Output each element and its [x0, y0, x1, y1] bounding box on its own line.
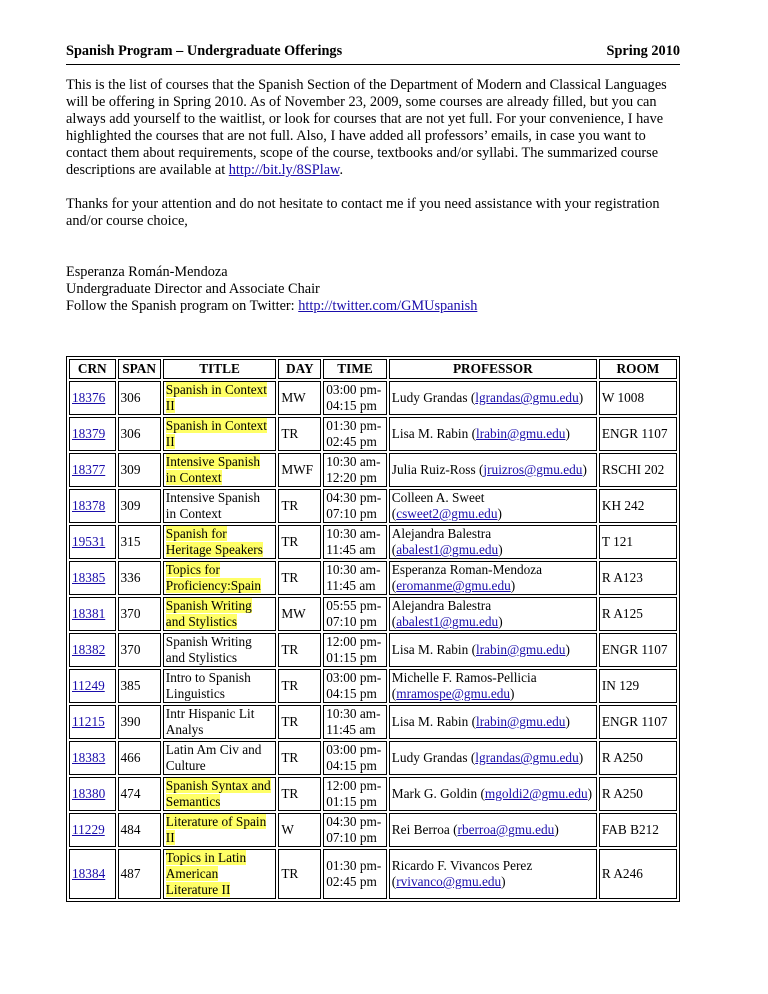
crn-link[interactable]: 18383 [72, 750, 106, 765]
header-title-col: TITLE [163, 359, 277, 379]
document-header [66, 42, 680, 65]
day-cell: TR [278, 633, 321, 667]
span-cell: 474 [118, 777, 161, 811]
time-end: 07:10 pm [326, 506, 377, 521]
day-cell: TR [278, 849, 321, 899]
title-cell [163, 597, 277, 631]
time-end: 12:20 pm [326, 470, 377, 485]
table-row [69, 669, 677, 703]
crn-cell [69, 525, 116, 559]
course-title: Intensive Spanish in Context [165, 490, 260, 521]
professor-email-link[interactable]: rberroa@gmu.edu [457, 822, 555, 837]
span-cell: 466 [118, 741, 161, 775]
crn-cell [69, 669, 116, 703]
room-cell: R A246 [599, 849, 677, 899]
time-cell [323, 381, 387, 415]
course-title: Topics in Latin American Literature II [165, 850, 247, 897]
crn-cell [69, 813, 116, 847]
time-end: 04:15 pm [326, 398, 377, 413]
professor-email-link[interactable]: abalest1@gmu.edu [396, 542, 499, 557]
room-cell: KH 242 [599, 489, 677, 523]
time-end: 04:15 pm [326, 686, 377, 701]
professor-cell: Ricardo F. Vivancos Perez (rvivanco@gmu.edu) [389, 849, 597, 899]
header-day: DAY [278, 359, 321, 379]
table-row [69, 597, 677, 631]
day-cell: TR [278, 741, 321, 775]
day-cell: TR [278, 777, 321, 811]
room-cell: R A123 [599, 561, 677, 595]
time-start: 01:30 pm- [326, 418, 382, 433]
room-cell: T 121 [599, 525, 677, 559]
span-cell: 370 [118, 633, 161, 667]
title-cell [163, 705, 277, 739]
table-row [69, 453, 677, 487]
time-cell [323, 489, 387, 523]
header-title: Spanish Program – Undergraduate Offerings [66, 43, 343, 59]
crn-link[interactable]: 18384 [72, 866, 106, 881]
table-row [69, 741, 677, 775]
title-cell [163, 417, 277, 451]
professor-cell: Lisa M. Rabin (lrabin@gmu.edu) [389, 417, 597, 451]
professor-name: Michelle F. Ramos-Pellicia [391, 670, 537, 685]
time-start: 03:00 pm- [326, 670, 382, 685]
room-cell: R A250 [599, 777, 677, 811]
professor-email-link[interactable]: abalest1@gmu.edu [396, 614, 499, 629]
crn-cell [69, 633, 116, 667]
professor-name: Lisa M. Rabin [391, 714, 469, 729]
professor-email-link[interactable]: mgoldi2@gmu.edu [484, 786, 588, 801]
time-cell [323, 741, 387, 775]
crn-link[interactable]: 18385 [72, 570, 106, 585]
crn-cell [69, 849, 116, 899]
professor-name: Colleen A. Sweet [391, 490, 485, 505]
crn-link[interactable]: 18378 [72, 498, 106, 513]
table-row [69, 381, 677, 415]
span-cell: 390 [118, 705, 161, 739]
time-cell [323, 417, 387, 451]
professor-cell: Ludy Grandas (lgrandas@gmu.edu) [389, 381, 597, 415]
course-title: Spanish in Context II [165, 382, 268, 413]
professor-email-link[interactable]: rvivanco@gmu.edu [396, 874, 502, 889]
table-row [69, 489, 677, 523]
professor-name: Ludy Grandas [391, 390, 468, 405]
room-cell: RSCHI 202 [599, 453, 677, 487]
span-cell: 309 [118, 453, 161, 487]
intro-end: . [339, 162, 344, 178]
span-cell: 336 [118, 561, 161, 595]
room-cell: W 1008 [599, 381, 677, 415]
signature-title: Undergraduate Director and Associate Chair [66, 281, 320, 297]
title-cell [163, 813, 277, 847]
title-cell [163, 849, 277, 899]
span-cell: 370 [118, 597, 161, 631]
professor-name: Ludy Grandas [391, 750, 468, 765]
time-cell [323, 453, 387, 487]
follow-text: Follow the Spanish program on Twitter: [66, 298, 299, 314]
crn-cell [69, 777, 116, 811]
day-cell: MW [278, 381, 321, 415]
title-cell [163, 525, 277, 559]
crn-link[interactable]: 18380 [72, 786, 106, 801]
intro-section [66, 77, 680, 315]
signature-follow [66, 298, 680, 315]
time-end: 11:45 am [326, 722, 376, 737]
professor-name: Esperanza Roman-Mendoza [391, 562, 543, 577]
professor-email-link[interactable]: eromanme@gmu.edu [396, 578, 511, 593]
professor-name: Rei Berroa [391, 822, 450, 837]
time-start: 12:00 pm- [326, 778, 382, 793]
time-cell [323, 849, 387, 899]
professor-email-link[interactable]: lrabin@gmu.edu [476, 642, 566, 657]
title-cell [163, 669, 277, 703]
time-start: 05:55 pm- [326, 598, 382, 613]
signature-name: Esperanza Román-Mendoza [66, 264, 228, 280]
course-table [66, 356, 680, 902]
time-start: 03:00 pm- [326, 742, 382, 757]
crn-cell [69, 453, 116, 487]
day-cell: MWF [278, 453, 321, 487]
crn-link[interactable]: 18381 [72, 606, 106, 621]
course-title: Topics for Proficiency:Spain [165, 562, 262, 593]
professor-name: Mark G. Goldin [391, 786, 478, 801]
day-cell: W [278, 813, 321, 847]
time-end: 04:15 pm [326, 758, 377, 773]
intro-paragraph [66, 77, 680, 179]
professor-email-link[interactable]: mramospe@gmu.edu [396, 686, 511, 701]
professor-name: Julia Ruiz-Ross [391, 462, 476, 477]
course-title: Intr Hispanic Lit Analys [165, 706, 255, 737]
professor-cell: Colleen A. Sweet (csweet2@gmu.edu) [389, 489, 597, 523]
table-row [69, 525, 677, 559]
course-title: Spanish for Heritage Speakers [165, 526, 263, 557]
thanks-paragraph: Thanks for your attention and do not hesitate to contact me if you need assistance with your registration and/or course choice, [66, 196, 660, 229]
room-cell: ENGR 1107 [599, 705, 677, 739]
title-cell [163, 741, 277, 775]
professor-name: Alejandra Balestra [391, 526, 492, 541]
table-row [69, 849, 677, 899]
crn-link[interactable]: 11249 [72, 678, 105, 693]
course-title: Spanish Syntax and Semantics [165, 778, 271, 809]
time-cell [323, 777, 387, 811]
professor-cell: Mark G. Goldin (mgoldi2@gmu.edu) [389, 777, 597, 811]
title-cell [163, 633, 277, 667]
time-end: 01:15 pm [326, 650, 377, 665]
professor-name: Ricardo F. Vivancos Perez [391, 858, 533, 873]
crn-link[interactable]: 11215 [72, 714, 105, 729]
course-title: Intro to Spanish Linguistics [165, 670, 251, 701]
professor-name: Lisa M. Rabin [391, 642, 469, 657]
room-cell: R A250 [599, 741, 677, 775]
crn-link[interactable]: 18377 [72, 462, 106, 477]
crn-link[interactable]: 19531 [72, 534, 106, 549]
header-term: Spring 2010 [606, 43, 680, 59]
room-cell: R A125 [599, 597, 677, 631]
professor-email-link[interactable]: csweet2@gmu.edu [396, 506, 498, 521]
header-room: ROOM [599, 359, 677, 379]
time-start: 12:00 pm- [326, 634, 382, 649]
table-row [69, 633, 677, 667]
professor-cell: Alejandra Balestra (abalest1@gmu.edu) [389, 525, 597, 559]
time-start: 04:30 pm- [326, 490, 382, 505]
time-end: 11:45 am [326, 578, 376, 593]
time-cell [323, 633, 387, 667]
time-cell [323, 705, 387, 739]
table-row [69, 813, 677, 847]
course-title: Spanish Writing and Stylistics [165, 598, 252, 629]
professor-email-link[interactable]: lrabin@gmu.edu [476, 714, 566, 729]
professor-cell: Esperanza Roman-Mendoza (eromanme@gmu.edu) [389, 561, 597, 595]
time-start: 01:30 pm- [326, 858, 382, 873]
time-end: 07:10 pm [326, 614, 377, 629]
course-title: Intensive Spanish in Context [165, 454, 260, 485]
room-cell: IN 129 [599, 669, 677, 703]
course-rows [69, 381, 677, 899]
span-cell: 306 [118, 417, 161, 451]
day-cell: TR [278, 417, 321, 451]
span-cell: 484 [118, 813, 161, 847]
span-cell: 487 [118, 849, 161, 899]
table-row [69, 705, 677, 739]
twitter-link[interactable]: http://twitter.com/GMUspanish [298, 298, 478, 314]
document-page [66, 42, 680, 897]
title-cell [163, 777, 277, 811]
crn-link[interactable]: 18382 [72, 642, 106, 657]
crn-cell [69, 741, 116, 775]
time-end: 02:45 pm [326, 434, 377, 449]
time-start: 04:30 pm- [326, 814, 382, 829]
crn-link[interactable]: 18379 [72, 426, 106, 441]
professor-cell: Rei Berroa (rberroa@gmu.edu) [389, 813, 597, 847]
intro-text: This is the list of courses that the Spanish Section of the Department of Modern and Classical Languages will be offering in Spring 2010. As of November 23, 2009, some courses are already filled, but you can always add yourself to the waitlist, or look for courses that are not yet full. For your convenience, I have highlighted the courses that are not full. Also, I have added all professors’ emails, in case you want to contact them about requirements, scope of the course, textbooks and/or syllabi. The summarized course descriptions are available at [66, 77, 667, 178]
professor-cell: Ludy Grandas (lgrandas@gmu.edu) [389, 741, 597, 775]
room-cell: ENGR 1107 [599, 417, 677, 451]
time-start: 03:00 pm- [326, 382, 382, 397]
time-cell [323, 525, 387, 559]
time-end: 01:15 pm [326, 794, 377, 809]
time-cell [323, 813, 387, 847]
course-title: Literature of Spain II [165, 814, 267, 845]
professor-cell: Michelle F. Ramos-Pellicia (mramospe@gmu.edu) [389, 669, 597, 703]
crn-link[interactable]: 18376 [72, 390, 106, 405]
course-title: Spanish in Context II [165, 418, 268, 449]
professor-cell: Alejandra Balestra (abalest1@gmu.edu) [389, 597, 597, 631]
span-cell: 315 [118, 525, 161, 559]
day-cell: TR [278, 525, 321, 559]
title-cell [163, 489, 277, 523]
crn-cell [69, 705, 116, 739]
span-cell: 306 [118, 381, 161, 415]
course-title: Spanish Writing and Stylistics [165, 634, 252, 665]
title-cell [163, 381, 277, 415]
crn-cell [69, 561, 116, 595]
header-span: SPAN [118, 359, 161, 379]
crn-link[interactable]: 11229 [72, 822, 105, 837]
day-cell: TR [278, 705, 321, 739]
professor-email-link[interactable]: jruizros@gmu.edu [483, 462, 583, 477]
professor-cell: Lisa M. Rabin (lrabin@gmu.edu) [389, 633, 597, 667]
day-cell: TR [278, 489, 321, 523]
table-row [69, 777, 677, 811]
time-start: 10:30 am- [326, 526, 381, 541]
room-cell: FAB B212 [599, 813, 677, 847]
table-row [69, 417, 677, 451]
day-cell: MW [278, 597, 321, 631]
table-row [69, 561, 677, 595]
header-time: TIME [323, 359, 387, 379]
title-cell [163, 453, 277, 487]
room-cell: ENGR 1107 [599, 633, 677, 667]
professor-cell: Lisa M. Rabin (lrabin@gmu.edu) [389, 705, 597, 739]
time-end: 07:10 pm [326, 830, 377, 845]
time-cell [323, 597, 387, 631]
professor-email-link[interactable]: lrabin@gmu.edu [476, 426, 566, 441]
professor-cell: Julia Ruiz-Ross (jruizros@gmu.edu) [389, 453, 597, 487]
professor-name: Alejandra Balestra [391, 598, 492, 613]
course-descriptions-link[interactable]: http://bit.ly/8SPlaw [228, 162, 340, 178]
crn-cell [69, 417, 116, 451]
table-header-row [69, 359, 677, 379]
crn-cell [69, 381, 116, 415]
professor-email-link[interactable]: lgrandas@gmu.edu [475, 750, 579, 765]
course-title: Latin Am Civ and Culture [165, 742, 262, 773]
time-end: 02:45 pm [326, 874, 377, 889]
header-crn: CRN [69, 359, 116, 379]
time-cell [323, 561, 387, 595]
day-cell: TR [278, 669, 321, 703]
span-cell: 309 [118, 489, 161, 523]
day-cell: TR [278, 561, 321, 595]
professor-email-link[interactable]: lgrandas@gmu.edu [475, 390, 579, 405]
crn-cell [69, 597, 116, 631]
crn-cell [69, 489, 116, 523]
time-start: 10:30 am- [326, 562, 381, 577]
professor-name: Lisa M. Rabin [391, 426, 469, 441]
header-professor: PROFESSOR [389, 359, 597, 379]
title-cell [163, 561, 277, 595]
time-end: 11:45 am [326, 542, 376, 557]
time-start: 10:30 am- [326, 706, 381, 721]
span-cell: 385 [118, 669, 161, 703]
time-start: 10:30 am- [326, 454, 381, 469]
time-cell [323, 669, 387, 703]
